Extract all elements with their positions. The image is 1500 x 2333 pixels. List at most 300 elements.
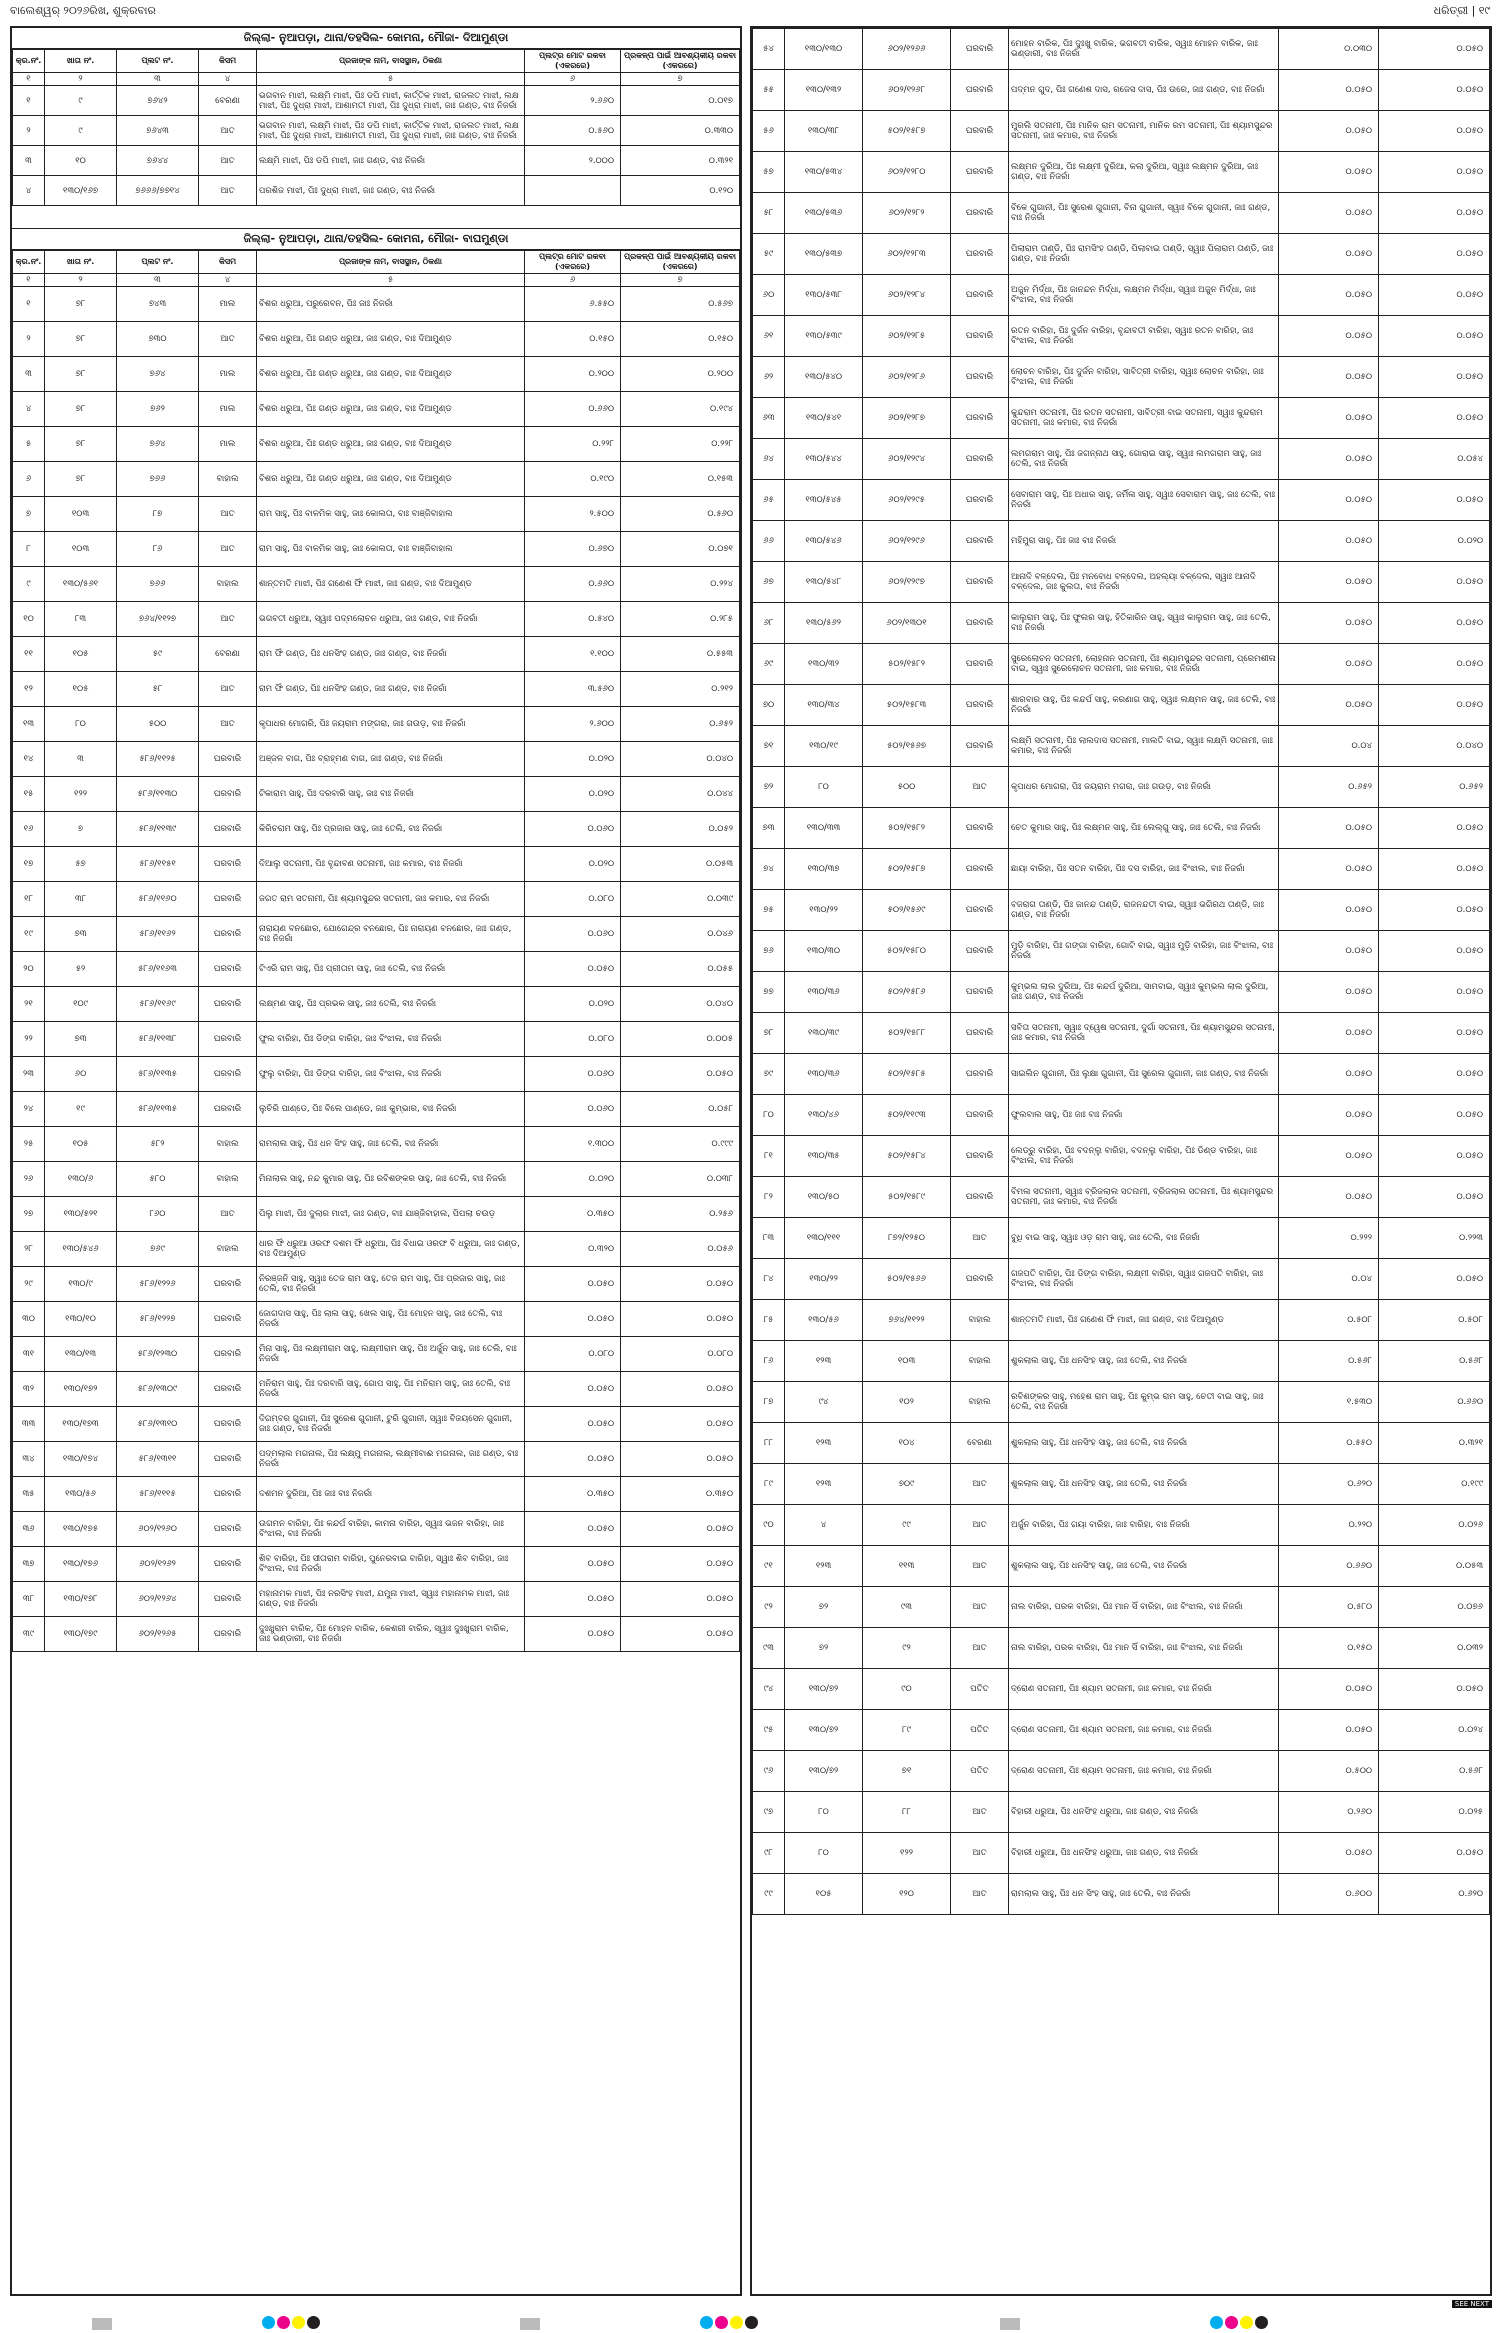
cell-khata-no: ୧୩୦/୩୮ [785,111,863,152]
cell-serial: ୨୧ [13,987,45,1022]
table-row [13,812,740,847]
cell-plot-no: ୬୦୨/୧୨୬୨ [117,1547,199,1582]
cell-serial: ୯୫ [753,1710,785,1751]
cell-khata-no: ୧୦୩ [45,497,117,532]
cell-required-area: ୦.୦୫୦ [1379,275,1490,316]
cell-serial: ୮୫ [753,1300,785,1341]
cell-serial: ୮୭ [753,1382,785,1423]
cell-total-area: ୦.୦୬୦ [525,1092,621,1127]
table-row [753,152,1490,193]
cell-owner-name-address: ଲୋଚନ ବାରିହା, ପିଃ ଦୁର୍ଜନ ବାରିହା, ସାବିତ୍ରୀ ବାରିହା, ସ୍ୱାଃ ଲୋଚନ ବାରିହା, ଜାଃ ବିଂଝାଲ, ବାଃ ନିଜରାଁ [1009,357,1279,398]
cell-serial: ୩୬ [13,1512,45,1547]
cell-owner-name-address: ବିଶର ଧରୁଆ, ପରୁରେବନ, ପିଃ ଜାଃ ନିଜରାଁ [257,287,525,322]
table-row [753,972,1490,1013]
cell-plot-no: ୫୮୬/୧୧୫୧ [117,847,199,882]
table-row [753,275,1490,316]
cell-khata-no: ୭୮ [45,427,117,462]
cell-plot-no: ୮୭ [117,497,199,532]
table-row [13,882,740,917]
cell-serial: ୨ [13,116,45,146]
column-header: ପ୍ଲଟ ନଂ. [117,50,199,73]
cell-khata-no: ୧୦୫ [45,672,117,707]
cell-plot-no: ୧୦୨ [863,1382,951,1423]
cell-serial: ୧୪ [13,742,45,777]
table-row [13,392,740,427]
cell-required-area: ୦.୨୨୩ [1379,1218,1490,1259]
cell-khata-no: ୧୩୦/୫୪୧ [785,398,863,439]
cell-owner-name-address: ଫୁଲ ବାରିହା, ପିଃ ଡିଙ୍ଗ ବାରିହା, ଜାଃ ବିଂଝାଲ, ବାଃ ନିଜରାଁ [257,1022,525,1057]
cell-khata-no: ୧୩୦/୫୨୧ [45,1197,117,1232]
cell-owner-name-address: ଲମଗରାମ ସାହୁ, ପିଃ ଜଗନ୍ନାଥ ସାହୁ, ଗୋରାଇ ସାହୁ, ସ୍ୱାଃ ଲମଗରାମ ସାହୁ, ଜାଃ ତେଲି, ବାଃ ନିଜରାଁ [1009,439,1279,480]
column-header: କ୍ର.ନଂ. [13,251,45,274]
cell-owner-name-address: ବିଶର ଧରୁଆ, ପିଃ ଗଣ୍ଡ ଧରୁଆ, ଜାଃ ଗଣ୍ଡ, ବାଃ ଦିଆମୁଣ୍ଡ [257,462,525,497]
column-number: ୩ [117,73,199,86]
cell-serial: ୪ [13,392,45,427]
cell-total-area: ୦.୦୫୦ [1279,849,1379,890]
cell-serial: ୬୦ [753,275,785,316]
cell-khata-no: ୧୦୫ [45,1127,117,1162]
cell-khata-no: ୮୦ [785,1792,863,1833]
cell-kisam: ଘରବାରି [951,1013,1009,1054]
column-number: ୨ [45,274,117,287]
cell-total-area: ୦.୦୬୦ [525,812,621,847]
table-row [13,1477,740,1512]
cell-serial: ୧୦ [13,602,45,637]
cell-total-area: ୦.୦୫୦ [1279,1177,1379,1218]
cell-serial: ୧୮ [13,882,45,917]
cell-plot-no: ୫୦୨/୧୫୬୬ [863,1259,951,1300]
cell-owner-name-address: ଦୁଃଖୁରାମ ବାରିକ, ପିଃ ମୋହନ ବାରିକ, କେଶରୀ ବାରିକ, ସ୍ୱାଃ ଦୁଃଖୁରାମ ବାରିକ, ଜାଃ ଭଣ୍ଡାରୀ, ବାଃ ନିଜରାଁ [257,1617,525,1652]
cell-required-area: ୦.୧୯୪ [621,392,740,427]
cell-owner-name-address: ଶାନ୍ତମତି ମାଝୀ, ପିଃ ଗଣେଶ ଫିଁ ମାଝୀ, ଜାଃ ଗଣ୍ଡ, ବାଃ ଦିଆମୁଣ୍ଡ [257,567,525,602]
cell-required-area: ୦.୦୨୪ [1379,1710,1490,1751]
cell-total-area: ୦.୬୬୦ [525,392,621,427]
column-header: କିସମ [199,50,257,73]
cell-total-area [525,176,621,206]
cell-serial: ୮୯ [753,1464,785,1505]
cell-required-area: ୦.୦୫୦ [1379,890,1490,931]
cell-serial: ୫୭ [753,152,785,193]
cell-plot-no: ୭୬୪୩ [117,116,199,146]
cell-khata-no: ୧୩୦/୧୭୩ [45,1407,117,1442]
cell-plot-no: ୮୭୨/୧୨୫୦ [863,1218,951,1259]
cell-total-area: ୦.୫୪୦ [525,602,621,637]
cell-total-area: ୦.୬୫୨ [1279,767,1379,808]
cell-kisam: ଆତ [199,1197,257,1232]
cell-plot-no: ୫୮୬/୧୨୨୭ [117,1302,199,1337]
table-row [753,685,1490,726]
cell-required-area: ୦.୦୫୦ [1379,603,1490,644]
cell-khata-no: ୭୮ [45,322,117,357]
registration-dot [745,2316,758,2329]
cell-plot-no: ୯୨ [863,1628,951,1669]
cell-required-area: ୦.୨୧୨ [621,672,740,707]
cell-plot-no: ୫୦୨/୧୫୮୩ [863,685,951,726]
table-row [753,111,1490,152]
table-row [753,70,1490,111]
cell-owner-name-address: ଲୁଚିରି ପାଣ୍ଡେ, ପିଃ ବିଲେ ପାଣ୍ଡେ, ଜାଃ କୁମ୍ଭାର, ବାଃ ନିଜରାଁ [257,1092,525,1127]
cell-total-area: ୦.୦୨୦ [525,1162,621,1197]
cell-plot-no: ୧୦୩ [863,1341,951,1382]
cell-total-area: ୦.୦୫୦ [1279,562,1379,603]
registration-dot [700,2316,713,2329]
table-row [753,1669,1490,1710]
table-row [753,1587,1490,1628]
cell-owner-name-address: ମୋହନ ବାରିକ, ପିଃ ଦୁଃଖୁ ବାରିକ, ଭଗବତୀ ବାରିକ, ସ୍ୱାଃ ମୋହନ ବାରିକ, ଜାଃ ଭଣ୍ଡାରୀ, ବାଃ ନିଜରାଁ [1009,29,1279,70]
cell-khata-no: ୧୩୦/୪୬ [785,1095,863,1136]
cell-serial: ୫୪ [753,29,785,70]
cell-owner-name-address: ସୁରେଲୋଚନ ସତନାମୀ, ଲୋହନାନ ସତନାମୀ, ପିଃ ଶ୍ୟାମସୁନ୍ଦର ସତନାମୀ, ପ୍ରେମଶୀଳା ବାଇ, ସ୍ୱାଃ ସୁରେଲୋଚନ ସତନାମୀ, ଜାଃ କମାର, ବାଃ ନିଜରାଁ [1009,644,1279,685]
column-header: କ୍ର.ନଂ. [13,50,45,73]
cell-serial: ୮୪ [753,1259,785,1300]
cell-kisam: ଘରବାରି [199,1617,257,1652]
cell-total-area: ୦.୫୮୦ [1279,1587,1379,1628]
cell-plot-no: ୭୬୪/୧୧୨୨ [863,1300,951,1341]
cell-total-area: ୦.୬୨୦ [1279,1464,1379,1505]
cell-khata-no: ୭୮ [45,287,117,322]
cell-khata-no: ୧୩୦/୫୬୧ [45,567,117,602]
cell-khata-no: ୧୩୦/୧୭୪ [45,1442,117,1477]
cell-required-area: ୦.୦୫୨ [621,812,740,847]
cell-required-area: ୦.୦୫୦ [1379,111,1490,152]
cell-kisam: ବାହାଲ [951,1382,1009,1423]
cell-khata-no: ୭୨ [785,1628,863,1669]
cell-serial: ୭୮ [753,1013,785,1054]
cell-total-area: ୦.୦୫୦ [525,1407,621,1442]
cell-required-area: ୦.୬୨୦ [1379,1874,1490,1915]
column-number: ୪ [199,274,257,287]
section2-table [12,250,740,1652]
cell-total-area: ୦.୦୫୦ [1279,152,1379,193]
cell-required-area: ୦.୦୫୦ [1379,808,1490,849]
cell-total-area: ୦.୨୨୮ [525,427,621,462]
cell-serial: ୨୭ [13,1197,45,1232]
cell-required-area: ୦.୩୨୧ [1379,1423,1490,1464]
cell-kisam: ଘରବାରି [951,931,1009,972]
cell-required-area: ୦.୦୪୦ [1379,726,1490,767]
cell-required-area: ୦.୦୫୦ [1379,29,1490,70]
cell-kisam: ଘରବାରି [199,1477,257,1512]
cell-owner-name-address: ମହିମୁରା ସାହୁ, ପିଃ ଜାଃ ବାଃ ନିଜରାଁ [1009,521,1279,562]
column-number-row [13,274,740,287]
table-row [13,1057,740,1092]
cell-kisam: ଘରବାରି [199,1512,257,1547]
cell-total-area: ୦.୫୦୦ [1279,1751,1379,1792]
cell-owner-name-address: ସାଇଲିନ ଗୁଗାନୀ, ପିଃ ଲୁକ୍ଷା ଗୁଗାନୀ, ପିଃ ସୁରେଲ ଗୁଗାନୀ, ଜାଃ ଗଣ୍ଡ, ବାଃ ନିଜରାଁ [1009,1054,1279,1095]
cell-required-area: ୦.୦୮୦ [621,1337,740,1372]
cell-total-area: ୦.୦୨୦ [525,742,621,777]
cell-serial: ୫୫ [753,70,785,111]
cell-required-area: ୦.୦୫୦ [621,1057,740,1092]
cell-total-area: ୦.୦୬୦ [525,917,621,952]
cell-serial: ୯୭ [753,1792,785,1833]
cell-khata-no: ୭୮ [45,357,117,392]
cell-plot-no: ୫୦୨/୧୫୬୭ [863,726,951,767]
cell-khata-no: ୧୯ [45,1092,117,1127]
cell-owner-name-address: ଶୁକଲାଲ ସାହୁ, ପିଃ ଧନସିଂହ ସାହୁ, ଜାଃ ତେଲି, ବାଃ ନିଜରାଁ [1009,1423,1279,1464]
table-row [13,987,740,1022]
cell-owner-name-address: ଲେଡ୍ରୁ ବାରିହା, ପିଃ ବଦନ୍ଲୁ ବାରିହା, ବଦନ୍ଲୁ ବାରିହା, ପିଃ ଡିଣ୍ଡ ବାରିହା, ଜାଃ ବିଂଝାଲ, ବାଃ ନିଜରାଁ [1009,1136,1279,1177]
cell-owner-name-address: ଲକ୍ଷ୍ମନ ଦୁରିଆ, ପିଃ ଲକ୍ଷ୍ମୀ ଦୁରିଆ, କଲା ଦୁରିଆ, ସ୍ୱାଃ ଲକ୍ଷ୍ମନ ଦୁରିଆ, ଜାଃ ଗଣ୍ଡ, ବାଃ ନିଜରାଁ [1009,152,1279,193]
cell-total-area: ୦.୨୬୦ [1279,1792,1379,1833]
cell-khata-no: ୧୩୦/୫୪୪ [785,439,863,480]
cell-owner-name-address: କୃପାଧର ମୋଗରି, ପିଃ ଜୟରାମ ମଙ୍ଗରା, ଜାଃ ଗଉଡ଼, ବାଃ ନିଜରାଁ [257,707,525,742]
cell-plot-no: ୫୦୨/୧୫୮୫ [863,1054,951,1095]
cell-required-area: ୦.୦୫୦ [1379,316,1490,357]
cell-khata-no: ୧୩୦/୨୨ [785,890,863,931]
cell-kisam: ଘରବାରି [951,1095,1009,1136]
cell-plot-no: ୬୦୨/୧୨୯୪ [863,439,951,480]
cell-serial: ୭୨ [753,767,785,808]
cell-serial: ୬ [13,462,45,497]
cell-total-area: ୦.୦୫୦ [525,1582,621,1617]
cell-plot-no: ୯୯ [863,1505,951,1546]
table-row [13,287,740,322]
registration-dot [307,2316,320,2329]
cell-plot-no: ୫୮୬/୧୨୩୦ [117,1337,199,1372]
cell-total-area: ୦.୧୫୦ [525,322,621,357]
cell-khata-no: ୧୩୦/୩୩ [785,808,863,849]
table-row [13,176,740,206]
cell-required-area: ୦.୦୫୦ [621,1302,740,1337]
column-number: ୧ [13,274,45,287]
cell-kisam: ପତିତ [951,1710,1009,1751]
cell-serial: ୩୦ [13,1302,45,1337]
cell-required-area: ୦.୦୭୧ [621,532,740,567]
cell-kisam: ଘରବାରି [951,521,1009,562]
cell-owner-name-address: ଆନାଦି ବଳ୍ଦେଲ, ପିଃ ମନବୋଧ ବଳ୍ଦେଲ, ଅହଲ୍ୟା ବଳ୍ଦେଲ, ସ୍ୱାଃ ଆନାଦି ବଳ୍ଦେଲ, ଜାଃ କୁଲତା, ବାଃ ନିଜରାଁ [1009,562,1279,603]
cell-khata-no: ୧୩୦/୫୪୦ [785,357,863,398]
cell-serial: ୬୨ [753,357,785,398]
cell-khata-no: ୧୩୦/୫୪୮ [785,562,863,603]
cell-plot-no: ୫୮୬/୧୧୩୦ [117,777,199,812]
cell-kisam: ଘରବାରି [199,882,257,917]
cell-plot-no: ୫୮୬/୧୨୨୬ [117,1267,199,1302]
cell-serial: ୯୨ [753,1587,785,1628]
cell-khata-no: ୧୩୦/୧୭୮ [45,1582,117,1617]
cell-required-area: ୦.୫୦୮ [1379,1300,1490,1341]
cell-kisam: ମାଲ [199,357,257,392]
cell-serial: ୭୯ [753,1054,785,1095]
table-row [753,1423,1490,1464]
registration-dot [1255,2316,1268,2329]
cell-required-area: ୦.୧୨୦ [621,176,740,206]
cell-plot-no: ୭୬୪/୧୧୨୭ [117,602,199,637]
cell-khata-no: ୧୦୫ [785,1874,863,1915]
cell-khata-no: ୧୩୦/୫୦ [785,1177,863,1218]
cell-total-area: ୦.୦୫୦ [1279,1095,1379,1136]
cell-plot-no: ୬୦୨/୧୨୬୪ [117,1582,199,1617]
cell-required-area: ୦.୦୪୦ [621,987,740,1022]
cell-kisam: ଘରବାରି [199,952,257,987]
table-row [13,1302,740,1337]
cell-serial: ୮୬ [753,1341,785,1382]
cell-kisam: ଘରବାରି [951,685,1009,726]
cell-owner-name-address: ବିଶର ଧରୁଆ, ପିଃ ଗଣ୍ଡ ଧରୁଆ, ଜାଃ ଗଣ୍ଡ, ବାଃ ଦିଆମୁଣ୍ଡ [257,392,525,427]
cell-owner-name-address: ନିରଞ୍ଜନି ସାହୁ, ସ୍ୱାଃ ତେଜ ରାମ ସାହୁ, ତେଜ ରାମ ସାହୁ, ପିଃ ପ୍ରଜାର ସାହୁ, ଜାଃ ତେଲି, ବାଃ ନିଜରାଁ [257,1267,525,1302]
cell-required-area: ୦.୬୫୨ [1379,767,1490,808]
cell-kisam: ମାଲ [199,427,257,462]
cell-required-area: ୦.୦୫୬ [621,1232,740,1267]
cell-owner-name-address: ଅଞ୍ଜଳ ବାଗ, ପିଃ ବ୍ରାହ୍ମଣ ବାଗ, ଜାଃ ଗଣ୍ଡ, ବାଃ ନିଜରାଁ [257,742,525,777]
registration-dot [1225,2316,1238,2329]
cell-khata-no: ୧୩୦/୫୩୯ [785,316,863,357]
cell-serial: ୫୮ [753,193,785,234]
cell-owner-name-address: ଶାରବାର ସାହୁ, ପିଃ କନ୍ଦର୍ପ ସାହୁ, କରଣାଗ ସାହୁ, ସ୍ୱାଃ ଲକ୍ଷ୍ମନ ସାହୁ, ଜାଃ ତେଲି, ବାଃ ନିଜରାଁ [1009,685,1279,726]
cell-serial: ୮୮ [753,1423,785,1464]
cell-khata-no: ୧୩୦/୫୩୮ [785,275,863,316]
cell-khata-no: ୧୩୦/୫୪୫ [785,480,863,521]
cell-total-area: ୦.୦୫୦ [525,1302,621,1337]
column-number: ୭ [621,274,740,287]
cell-total-area: ୦.୦୫୦ [525,1372,621,1407]
cell-serial: ୧୭ [13,847,45,882]
cell-serial: ୩୨ [13,1372,45,1407]
cell-owner-name-address: ମୁଡ଼ି ବାରିହା, ପିଃ ଗଙ୍ଗା ବାରିହା, ଗୋଟି ବାଇ, ସ୍ୱାଃ ମୁଡ଼ି ବାରିହା, ଜାଃ ବିଂଝାଲ, ବାଃ ନିଜରାଁ [1009,931,1279,972]
table-row [753,439,1490,480]
table-row [13,1162,740,1197]
table-row [753,193,1490,234]
table-row [753,1382,1490,1423]
table-row [753,234,1490,275]
cell-required-area: ୦.୧୯୯ [1379,1464,1490,1505]
cell-required-area: ୦.୦୫୦ [1379,972,1490,1013]
table-row [13,1092,740,1127]
cell-kisam: ଆତ [199,116,257,146]
cell-required-area: ୦.୦୫୦ [1379,1669,1490,1710]
cell-total-area: ୦.୦୫୦ [1279,931,1379,972]
cell-khata-no: ୧୩୦/୭୨ [785,1669,863,1710]
cell-serial: ୨୬ [13,1162,45,1197]
cell-total-area: ୦.୨୨୦ [1279,1505,1379,1546]
cell-total-area: ୨.୫୦୦ [525,497,621,532]
cell-owner-name-address: ମିନା ସାହୁ, ପିଃ ଲକ୍ଷ୍ମୀରାମ ସାହୁ, ଲକ୍ଷ୍ମୀରାମ ସାହୁ, ପିଃ ଅର୍ଜୁନ ସାହୁ, ଜାଃ ତେଲି, ବାଃ ନିଜରାଁ [257,1337,525,1372]
cell-owner-name-address: ଲକ୍ଷ୍ମି ସତନାମୀ, ପିଃ ଲାଲଦାସ ସତନାମୀ, ମାଲତି ବାଇ, ସ୍ୱାଃ ଲକ୍ଷ୍ମି ସତନାମୀ, ଜାଃ କମାର, ବାଃ ନିଜରାଁ [1009,726,1279,767]
cell-kisam: ଆତ [951,1833,1009,1874]
cell-required-area: ୦.୦୫୦ [1379,234,1490,275]
cell-owner-name-address: ପଦ୍ମନ ଗୁଦ, ପିଃ ଗଣେଶ ଦାସ, ରଜେସ ଦାସ, ପିଃ ଉରେ, ଜାଃ ଗଣ୍ଡ, ବାଃ ନିଜରାଁ [1009,70,1279,111]
cell-serial: ୩୧ [13,1337,45,1372]
cell-kisam: ଘରବାରି [951,480,1009,521]
cell-required-area: ୦.୦୫୦ [621,1267,740,1302]
table-row [13,1267,740,1302]
cell-total-area: ୦.୬୬୦ [525,567,621,602]
cell-serial: ୨୨ [13,1022,45,1057]
column-header: ପ୍ଲଟ୍‌ର ମୋଟ ରକବା (ଏକରରେ) [525,50,621,73]
cell-owner-name-address: ଦ୍ରୋଣ ସତନାମୀ, ପିଃ ଶ୍ୟାମ ସତନାମୀ, ଜାଃ କମାର, ବାଃ ନିଜରାଁ [1009,1751,1279,1792]
cell-required-area: ୦.୦୪୬ [621,917,740,952]
cell-owner-name-address: ଦଶମନ ଦୁରିଆ, ପିଃ ଜାଃ ବାଃ ନିଜରାଁ [257,1477,525,1512]
cell-serial: ୧୨ [13,672,45,707]
cell-required-area: ୦.୦୫୦ [1379,152,1490,193]
column-number: ୬ [525,274,621,287]
table-row [13,847,740,882]
cell-total-area: ୩.୫୬୦ [525,672,621,707]
cell-plot-no: ୭୬୬ [117,567,199,602]
cell-total-area: ୦.୦୫୦ [1279,480,1379,521]
cell-owner-name-address: ରାମ ସାହୁ, ପିଃ ବାଳମିକ ସାହୁ, ଜାଃ କୋଲତା, ବାଃ ବାଞ୍ଜିବାହାଲ [257,532,525,567]
registration-dot [1210,2316,1223,2329]
cell-kisam: ଆତ [199,707,257,742]
table-row [753,849,1490,890]
cell-required-area: ୦.୦୫୦ [1379,1136,1490,1177]
cell-total-area: ୦.୦୫୦ [1279,644,1379,685]
cell-khata-no: ୩ [45,742,117,777]
cell-required-area: ୦.୨୫୬ [621,1197,740,1232]
cell-owner-name-address: ପରଶିଜ ମାଝୀ, ପିଃ ଦୁଧ୍ରା ମାଝୀ, ଜାଃ ଗଣ୍ଡ, ବାଃ ନିଜରାଁ [257,176,525,206]
table-row [753,644,1490,685]
cell-required-area: ୦.୦୫୦ [1379,931,1490,972]
cell-serial: ୭୪ [753,849,785,890]
cell-total-area: ୦.୦୫୦ [1279,1669,1379,1710]
cell-required-area: ୦.୯୯୯ [621,1127,740,1162]
cell-required-area: ୦.୩୩୦ [621,116,740,146]
cell-total-area: ୦.୨୦୦ [525,357,621,392]
table-row [13,742,740,777]
cell-required-area: ୦.୦୫୦ [1379,357,1490,398]
cell-plot-no: ୫୦୨/୧୫୮୮ [863,1013,951,1054]
cell-serial: ୧୯ [13,917,45,952]
cell-khata-no: ୧୩୦/୫୩୪ [785,152,863,193]
column-header: ଖାତା ନଂ. [45,251,117,274]
cell-owner-name-address: ପିଲୁ ମାଝୀ, ପିଃ ଦୁଲାର ମାଝୀ, ଜାଃ ଗଣ୍ଡ, ବାଃ ଯାଞ୍ଜିବାହାଲ, ପିପଲା ଚଉଡ଼ [257,1197,525,1232]
table-row [13,777,740,812]
cell-khata-no: ୧୩୦/୭୨ [785,1710,863,1751]
cell-kisam: ଆତ [951,1874,1009,1915]
table-row [13,602,740,637]
cell-kisam: ବାହାଲ [199,462,257,497]
cell-owner-name-address: ରାମ ସାହୁ, ପିଃ ବାଳମିକ ସାହୁ, ଜାଃ କୋଲତା, ବାଃ ବାଞ୍ଜିବାହାଲ [257,497,525,532]
cell-total-area: ୦.୦୫୦ [1279,1833,1379,1874]
cell-plot-no: ୫୮୬/୧୧୩୮ [117,1022,199,1057]
cell-kisam: ଆତ [951,1464,1009,1505]
cell-owner-name-address: ବିଶର ଧରୁଆ, ପିଃ ଗଣ୍ଡ ଧରୁଆ, ଜାଃ ଗଣ୍ଡ, ବାଃ ଦିଆମୁଣ୍ଡ [257,322,525,357]
cell-khata-no: ୧୨୩ [785,1341,863,1382]
cell-serial: ୬୧ [753,316,785,357]
cell-kisam: ବାହାଲ [199,1162,257,1197]
cell-serial: ୮୩ [753,1218,785,1259]
cell-khata-no: ୧୨୩ [785,1546,863,1587]
cell-owner-name-address: ଫୁଲବାଲ ସାହୁ, ପିଃ ଜାଃ ବାଃ ନିଜରାଁ [1009,1095,1279,1136]
cell-serial: ୩୪ [13,1442,45,1477]
cell-serial: ୯୬ [753,1751,785,1792]
cell-khata-no: ୧୩୦/୩୪ [785,685,863,726]
cell-plot-no: ୬୦୨/୧୨୯୫ [863,480,951,521]
cell-kisam: ଘରବାରି [951,111,1009,152]
column-header: ଖାତା ନଂ. [45,50,117,73]
cell-total-area: ୦.୦୫୦ [1279,1136,1379,1177]
cell-total-area: ୦.୦୫୦ [1279,439,1379,480]
cell-owner-name-address: ଦିଗମ୍ବର ଗୁଗାନୀ, ପିଃ ସୁରେଶ ଗୁଗାନୀ, ଟୁରି ଗୁଗାନୀ, ସ୍ୱାଃ ବିଜୟସେନ ଗୁଗାନୀ, ଜାଃ ଗଣ୍ଡ, ବାଃ ନିଜରାଁ [257,1407,525,1442]
cell-khata-no: ୧୨୩ [785,1464,863,1505]
cell-plot-no: ୭୬୪୨ [117,86,199,116]
cell-plot-no: ୭୬୯ [117,1232,199,1267]
table-row [13,1372,740,1407]
cell-plot-no: ୬୦୨/୧୨୮୦ [863,152,951,193]
cell-total-area: ୦.୦୫୦ [525,1442,621,1477]
cell-khata-no: ୧୩୦/୩୨ [785,644,863,685]
cell-plot-no: ୬୦୨/୧୨୬୫ [117,1617,199,1652]
cell-plot-no: ୬୦୨/୧୨୮୨ [863,193,951,234]
column-header: ପ୍ଲଟ୍‌ର ମୋଟ ରକବା (ଏକରରେ) [525,251,621,274]
cell-plot-no: ୫୮୬/୧୩୧୦ [117,1407,199,1442]
cell-plot-no: ୯୩ [863,1587,951,1628]
cell-plot-no: ୫୮୬/୧୩୧୧ [117,1442,199,1477]
cell-required-area: ୦.୦୫୦ [1379,849,1490,890]
column-number-row [13,73,740,86]
cell-kisam: ଘରବାରି [199,1547,257,1582]
cell-owner-name-address: ସେବାରାମ ସାହୁ, ପିଃ ଅଧାର ସାହୁ, ଜର୍ମିଳା ସାହୁ, ସ୍ୱାଃ ସେବାରାମ ସାହୁ, ଜାଃ ତେଲି, ବାଃ ନିଜରାଁ [1009,480,1279,521]
